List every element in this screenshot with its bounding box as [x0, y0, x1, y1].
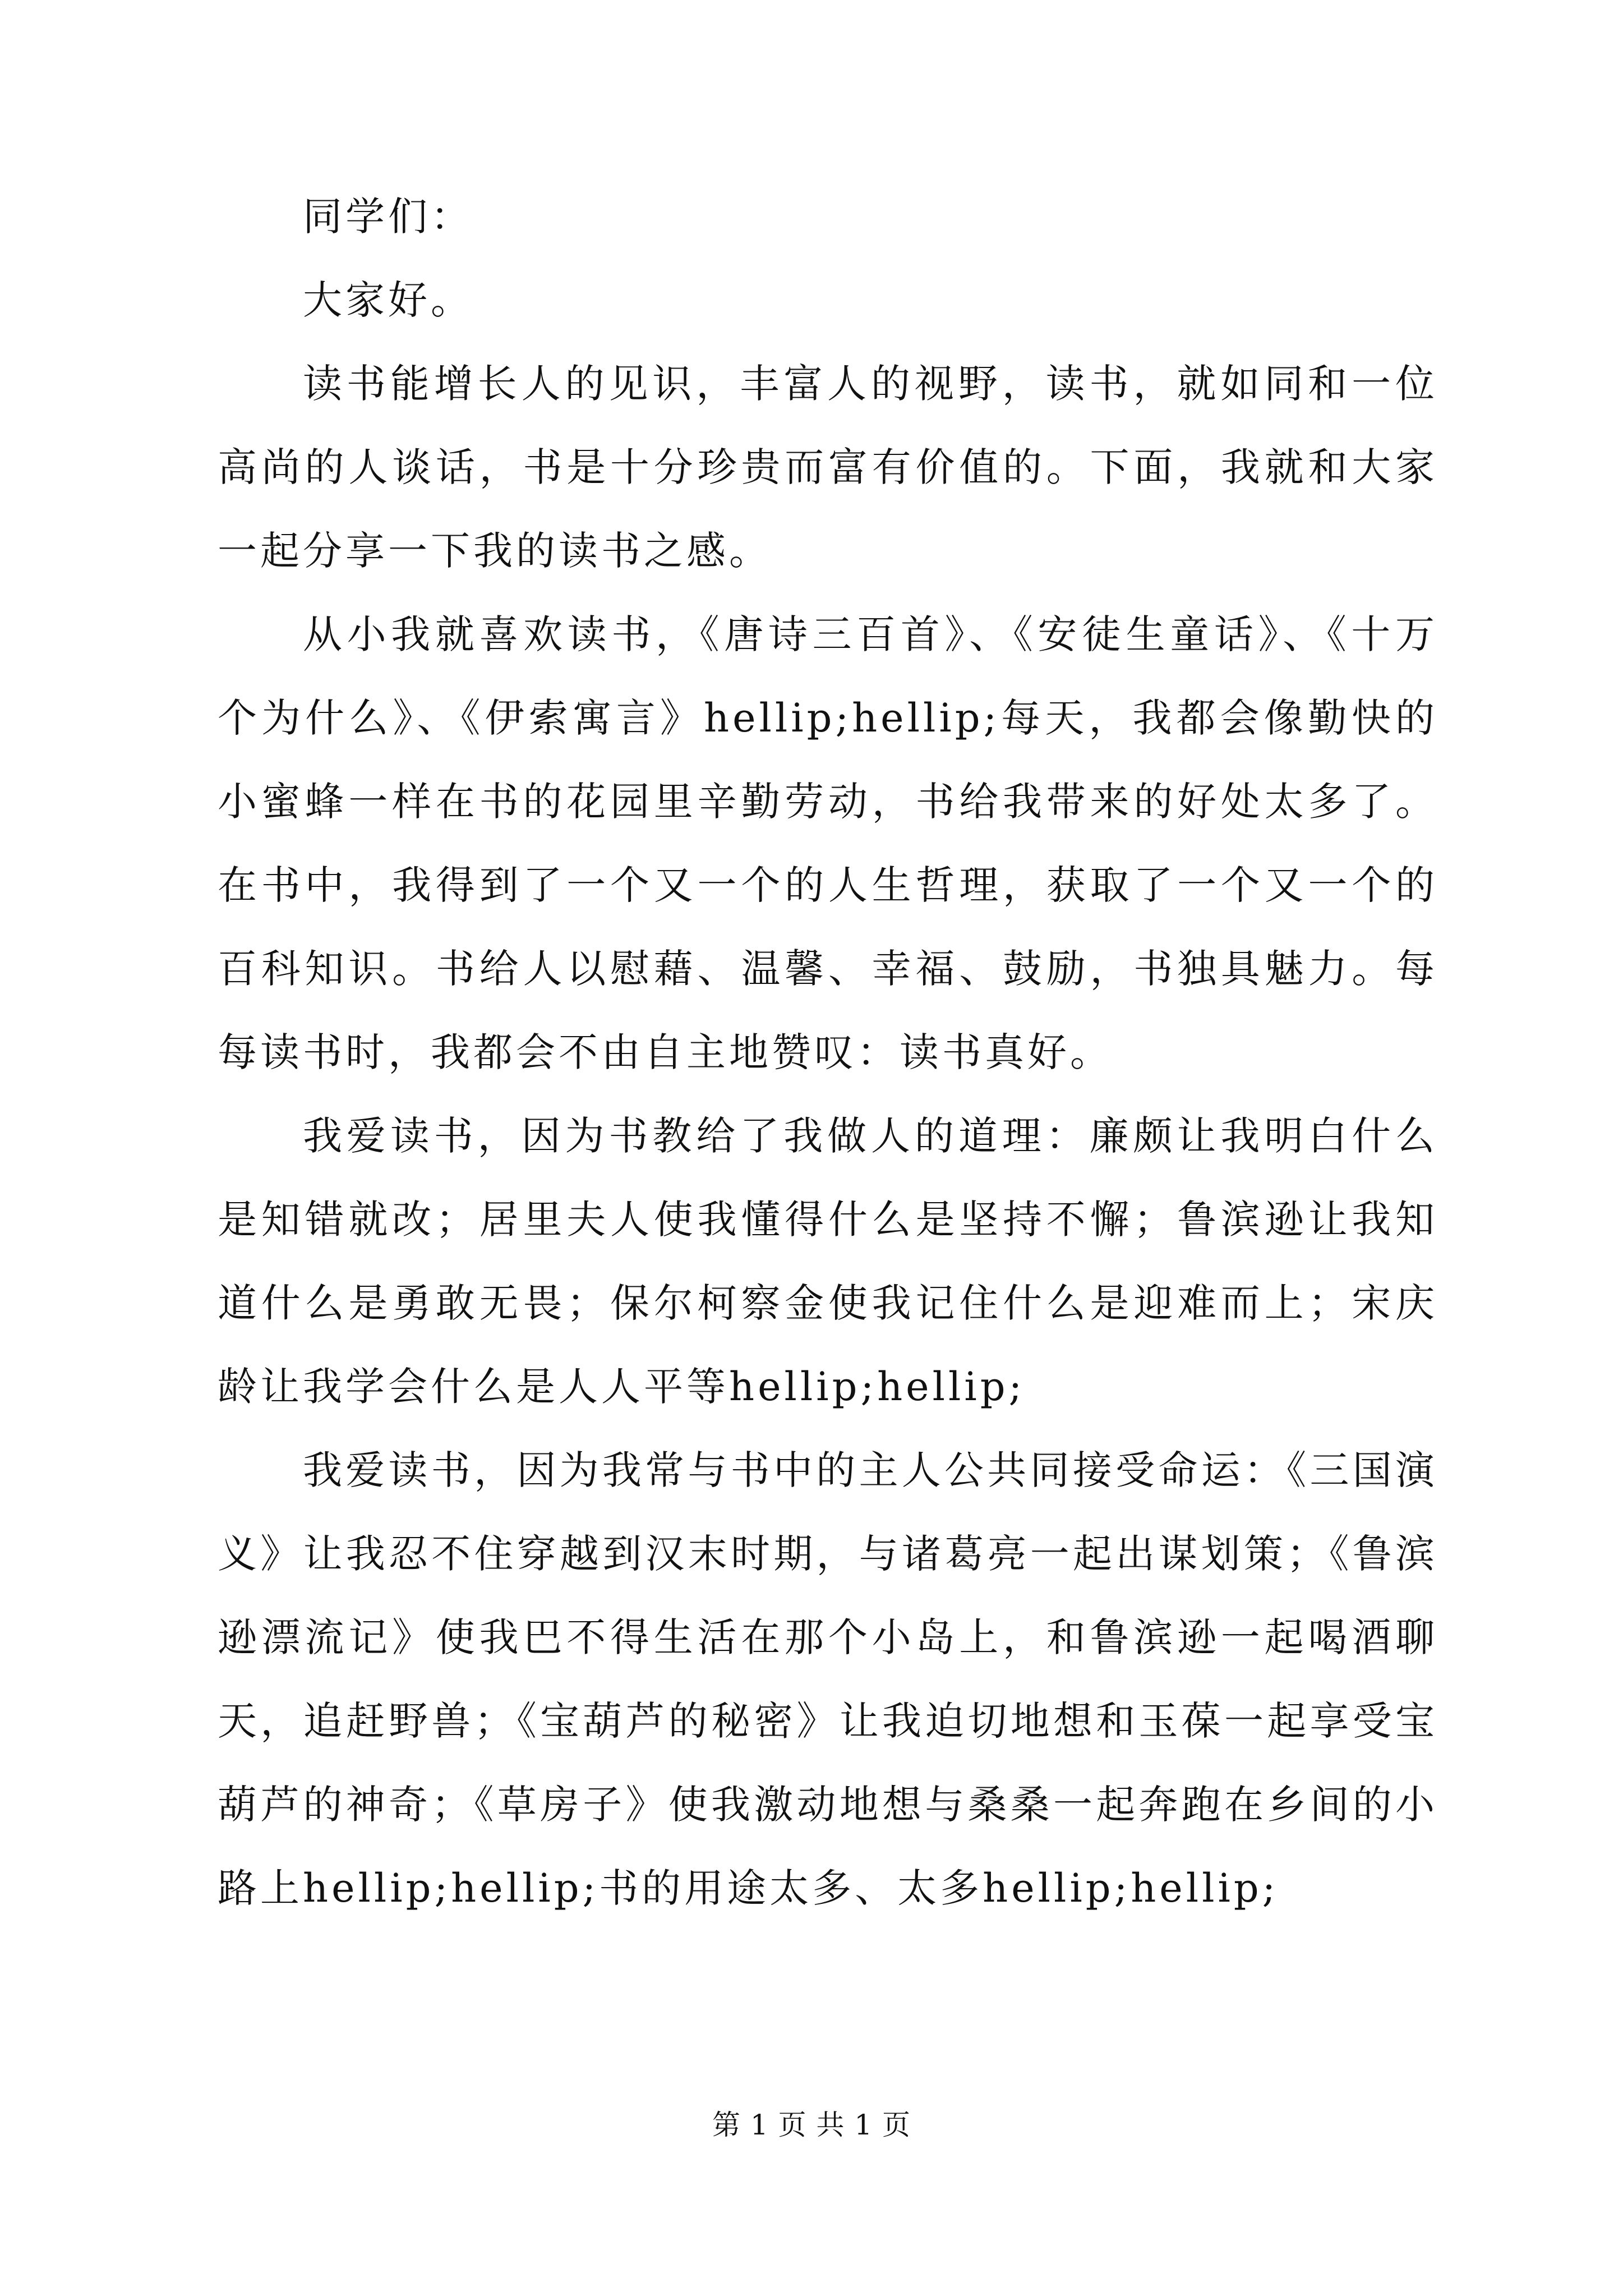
intro-paragraph: 读书能增长人的见识，丰富人的视野，读书，就如同和一位高尚的人谈话，书是十分珍贵而富有价值的。下面，我就和大家一起分享一下我的读书之感。 [218, 361, 1438, 574]
salutation-paragraph: 大家好。 [303, 277, 473, 323]
childhood-reading-paragraph: 从小我就喜欢读书，《唐诗三百首》、《安徒生童话》、《十万个为什么》、《伊索寓言》hellip;hellip;每天，我都会像勤快的小蜜蜂一样在书的花园里辛勤劳动，书给我带来的好处太多了。在书中，我得到了一个又一个的人生哲理，获取了一个又一个的百科知识。书给人以慰藉、温馨、幸福、鼓励，书独具魅力。每每读书时，我都会不由自主地赞叹：读书真好。 [218, 611, 1438, 1075]
book-characters-paragraph: 我爱读书，因为我常与书中的主人公共同接受命运：《三国演义》让我忍不住穿越到汉末时期，与诸葛亮一起出谋划策；《鲁滨逊漂流记》使我巴不得生活在那个小岛上，和鲁滨逊一起喝酒聊天，追赶野兽；《宝葫芦的秘密》让我迫切地想和玉葆一起享受宝葫芦的神奇；《草房子》使我激动地想与桑桑一起奔跑在乡间的小路上hellip;hellip;书的用途太多、太多hellip;hellip; [218, 1447, 1438, 1911]
document-body [218, 175, 1438, 1930]
page-footer: 第 1 页 共 1 页 [712, 2109, 911, 2141]
life-lessons-paragraph: 我爱读书，因为书教给了我做人的道理：廉颇让我明白什么是知错就改；居里夫人使我懂得什么是坚持不懈；鲁滨逊让我知道什么是勇敢无畏；保尔柯察金使我记住什么是迎难而上；宋庆龄让我学会什么是人人平等hellip;hellip; [218, 1113, 1438, 1410]
greeting-paragraph: 同学们： [303, 194, 473, 240]
